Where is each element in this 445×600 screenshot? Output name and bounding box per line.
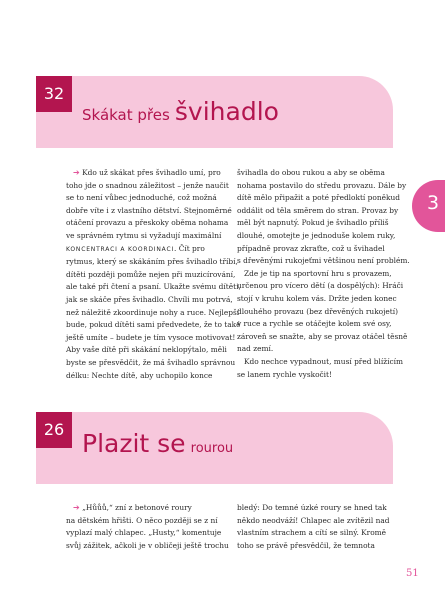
text-line: nad zemí. xyxy=(237,344,274,354)
text-line: oddálit od těla směrem do stran. Provaz by xyxy=(237,205,399,215)
text-line: bude, pokud dítěti sami předvedete, že to také xyxy=(66,320,241,330)
text-line: bledý: Do temné úzké roury se hned tak xyxy=(237,503,387,512)
section-title-main: švihadlo xyxy=(174,97,279,126)
chapter-tab-number: 3 xyxy=(427,192,440,214)
text-line: rytmus, který se skákáním přes švihadlo tříbí, xyxy=(66,257,238,267)
text-line: ve správném rytmu si vyžadují maximální xyxy=(66,230,222,240)
text-line: stojí v kruhu kolem vás. Držte jeden konec xyxy=(237,293,397,303)
text-line: toho jde o snadnou záležitost – jenže naučit xyxy=(66,180,229,190)
text-line: ještě umíte – budete je tím vysoce motivovat! xyxy=(66,332,236,342)
text-line: se lanem rychle vyskočit! xyxy=(237,369,332,379)
body-column-right xyxy=(237,167,413,381)
text-line: dobře víte i z vlastního dětství. Stejnoměrné xyxy=(66,205,232,215)
text-line: měl být napnutý. Pokud je švihadlo příliš xyxy=(237,218,389,228)
body-column-right xyxy=(237,502,413,552)
text-line: jak se skáče přes švihadlo. Chvíli mu potrvá, xyxy=(66,294,233,304)
text-line: vlastním strachem a cítí se silný. Kromě xyxy=(237,528,387,538)
text-line: někdo neodváží! Chlapec ale zvítězil nad xyxy=(237,515,390,525)
text-line: švihadla do obou rukou a aby se oběma xyxy=(237,168,385,177)
text-line: dítěti později pomůže nejen při muzicírování, xyxy=(66,269,236,279)
text-line: zároveň se snažte, aby se provaz otáčel těsně xyxy=(237,331,408,341)
text-line: v ruce a rychle se otáčejte kolem své osy, xyxy=(237,319,392,329)
section-title-main: Plazit se xyxy=(82,429,186,458)
text-line: Kdo nechce vypadnout, musí před blížícím xyxy=(244,356,404,366)
text-line: Aby vaše dítě při skákání neklopýtalo, měli xyxy=(66,345,227,355)
text-line: délku: Nechte dítě, aby uchopilo konce xyxy=(66,370,213,380)
text-line: dlouhého provazu (bez dřevěných rukojetí) xyxy=(237,306,398,316)
section-number-badge: 26 xyxy=(36,412,72,448)
emphasis-caps: KONCENTRACI A KOORDINACI xyxy=(66,245,175,253)
text-line: vyplazí malý chlapec. „Husty,“ komentuje xyxy=(66,528,222,538)
section-number-badge: 32 xyxy=(36,76,72,112)
section-title xyxy=(82,97,279,126)
text-line: byste se přesvědčit, že má švihadlo správnou xyxy=(66,357,236,367)
arrow-bullet-icon: ➔ xyxy=(73,503,80,512)
text-line: se to není vůbec jednoduché, což možná xyxy=(66,193,217,203)
body-column-left xyxy=(66,167,241,382)
section-title xyxy=(82,429,233,458)
body-column-left xyxy=(66,502,236,552)
text-line: určenou pro vícero dětí (a dospělých): Hráči xyxy=(237,281,404,291)
text-line: případně provaz zkraťte, což u švihadel xyxy=(237,243,385,253)
text-line: na dětském hřišti. O něco později se z ní xyxy=(66,515,218,525)
section-title-prefix: Skákat přes xyxy=(82,106,170,124)
section-title-suffix: rourou xyxy=(190,441,234,456)
text-line: svůj zážitek, ačkoli je v obličeji ještě trochu xyxy=(66,540,229,550)
text-line: toho se právě přesvědčil, že temnota xyxy=(237,540,375,550)
text-line: nohama postavilo do středu provazu. Dále by xyxy=(237,180,407,190)
arrow-bullet-icon: ➔ xyxy=(73,168,80,177)
text-line: ale také při čtení a psaní. Ukažte svému dítěti, xyxy=(66,282,241,292)
text-line: ➔ „Hůůů,“ zní z betonové roury xyxy=(73,503,192,512)
text-line: dítě mělo připažit a poté předloktí poněkud xyxy=(237,193,400,203)
text-line: otáčení provazu a přeskoky oběma nohama xyxy=(66,218,229,228)
text-line: s dřevěnými rukojeťmi většinou není problém. xyxy=(237,256,410,266)
text-line: KONCENTRACI A KOORDINACI. Čít pro xyxy=(66,243,205,253)
page-number: 51 xyxy=(406,568,419,579)
chapter-tab xyxy=(412,180,445,232)
text-line: než náležitě zkoordinuje nohy a ruce. Nejlepší xyxy=(66,307,240,317)
text-line: dlouhé, omotejte je jednoduše kolem ruky, xyxy=(237,230,396,240)
text-line: Zde je tip na sportovní hru s provazem, xyxy=(244,268,392,278)
text-line: ➔ Kdo už skákat přes švihadlo umí, pro xyxy=(73,168,221,177)
